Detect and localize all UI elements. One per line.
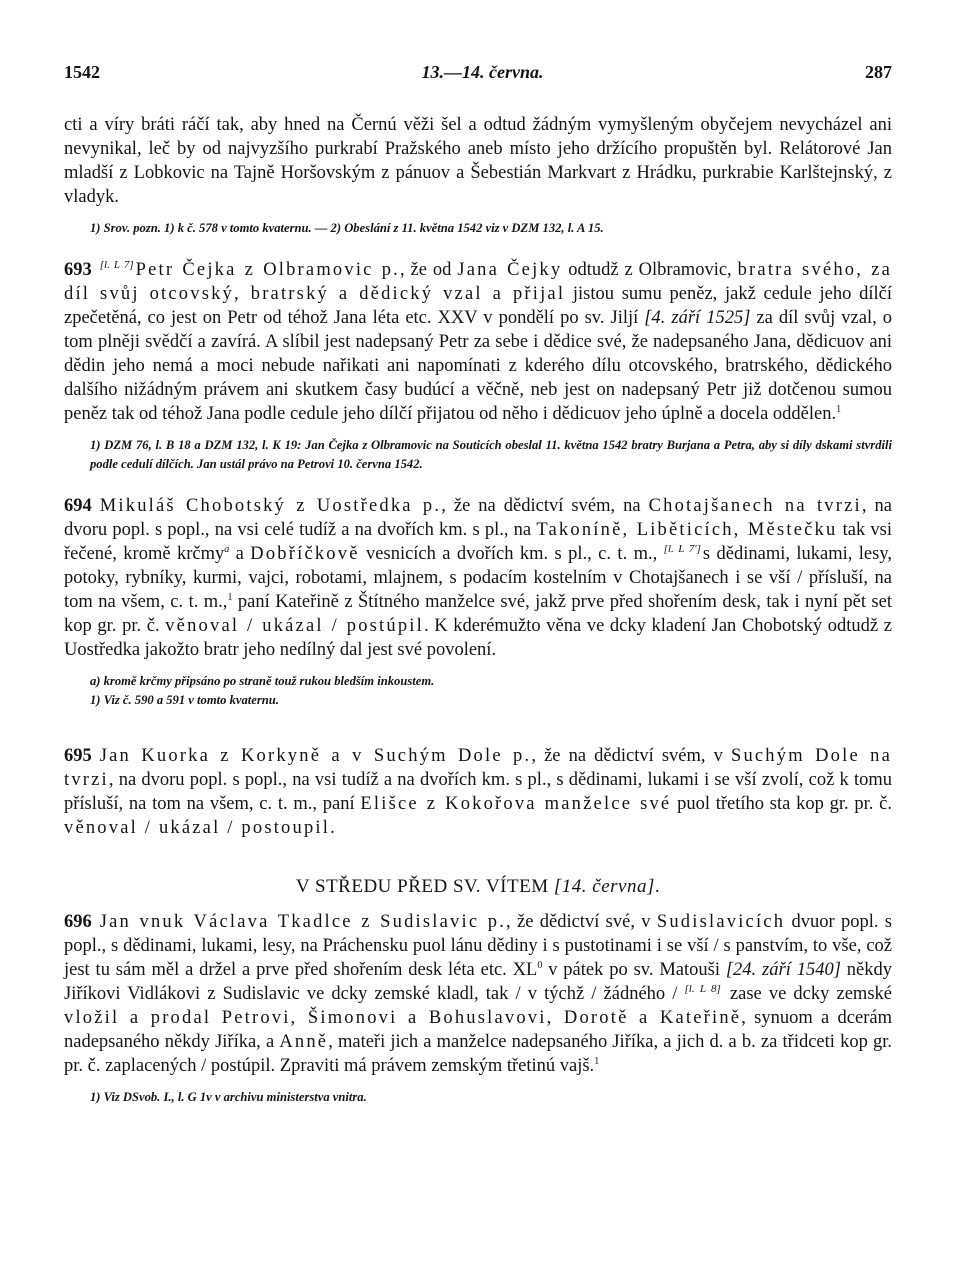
date-note: [4. září 1525] <box>644 308 751 328</box>
footnote-mark: 1 <box>594 1055 600 1067</box>
header-year: 1542 <box>64 62 100 82</box>
folio-marker: [l. L 8] <box>684 982 721 995</box>
section-heading: V STŘEDU PŘED SV. VÍTEM [14. června]. <box>295 876 661 897</box>
footnote-696: 1) Viz DSvob. I., l. G 1v v archivu ministerstva vnitra. <box>90 1090 367 1104</box>
page-header <box>64 62 892 83</box>
page-number: 287 <box>864 62 892 82</box>
entry-number: 695 <box>64 746 92 766</box>
folio-marker: [l. L 7'] <box>663 542 701 555</box>
entry-party: Petr Čejka z Olbramovic p. <box>135 260 400 280</box>
entry-694: 694 Mikuláš Chobotský z Uostředka p., že na dědictví svém, na Chotajšanech na tvrzi, na dvoru popl. s popl., na vsi celé tudíž a na dvořích km. s pl., na Takoníně, Liběticích, Městečku tak vsi řečené, kromě krčmy$^a$ a Dobříčkově vesnicích a dvořích km. s pl., c. t. m., [l. L 7'] s dědinami, lukami, lesy, potoky, rybníky, kurmi, vajci, robotami, mlajnem, s podacím kostelním v Chotajšanech i se vší / přísluší, na tom na všem, c. t. m.,$^1$ paní Kateřině z Štítného manželce své, jakž prve před shořením desk, tak i nyní pět set kop gr. pr. č. věnoval / ukázal / postúpil. K kderémužto věna ve dcky kladení Jan Chobotský odtudž z Uostředka jakožto bratr jeho nedílný dal jest své povolení. <box>64 496 893 660</box>
footnote-mark: 1 <box>836 403 842 415</box>
entry-number: 694 <box>64 496 92 516</box>
footnote-mark: a <box>224 543 230 555</box>
date-note: [24. září 1540] <box>725 960 841 980</box>
footnote-694-a: a) kromě krčmy připsáno po straně touž rukou bledším inkoustem. <box>90 674 435 688</box>
folio-marker: [l. L 7] <box>99 258 134 271</box>
entry-693: 693 [l. L 7] Petr Čejka z Olbramovic p., že od Jana Čejky odtudž z Olbramovic, bratra svého, za díl svůj otcovský, bratrský a dědický vzal a přijal jistou sumu peněz, jakž cedule jeho dílčí zpečetěná, co jest on Petr od téhož Jana léta etc. XXV v pondělí po sv. Jiljí [4. září 1525] za díl svůj vzal, o tom plněji svědčí a zavírá. A slíbil jest nadepsaný Petr za sebe i dědice své, že nadepsaného Jana, dědicuov ani dědin jeho nemá a moci nebude nařikati ani napomínati z kderého dílu otcovského, bratrského, dědického dalšího nižádným právem ani skutkem časy budúcí a věčně, neb jest on nadepsaný Petr již dotčenou sumou peněz tak od téhož Jana podle cedule jeho dílčí přijatou od něho i dědicuov jeho úplně a docela oddělen.$^1$ <box>64 258 892 424</box>
footnote-mark: 1 <box>227 591 233 603</box>
entry-number: 696 <box>64 912 92 932</box>
paragraph-continued: cti a víry bráti ráčí tak, aby hned na Černú věži šel a odtud žádným vymyšleným obyčejem nevycházel ani nevynikal, leč by od najvyzšího purkrabí Pražského aneb místo jeho držícího propuštěn byl. Relátorové Jan mladší z Lobkovic na Tajně Horšovským z pánuov a Šebestián Markvart z Hrádku, purkrabie Karlštejnský, z vladyk. <box>64 115 892 207</box>
entry-number: 693 <box>64 260 92 280</box>
footnote-694-1: 1) Viz č. 590 a 591 v tomto kvaternu. <box>90 693 279 707</box>
header-date: 13.—14. června. <box>421 62 544 82</box>
entry-695: 695 Jan Kuorka z Korkyně a v Suchým Dole p., že na dědictví svém, v Suchým Dole na tvrzi, na dvoru popl. s popl., na vsi tudíž a na dvořích km. s pl., s dědinami, lukami i se vší zvolí, což k tomu přísluší, na tom na všem, c. t. m., paní Elišce z Kokořova manželce své puol třetího sta kop gr. pr. č. věnoval / ukázal / postoupil. <box>64 746 893 838</box>
footnotes-continued: 1) Srov. pozn. 1) k č. 578 v tomto kvaternu. — 2) Obeslání z 11. května 1542 viz v DZM 132, l. A 15. <box>90 221 604 235</box>
entry-696: 696 Jan vnuk Václava Tkadlce z Sudislavic p., že dědictví své, v Sudislavicích dvuor popl. s popl., s dědinami, lukami, lesy, na Práchensku puol lánu dědiny i s pustotinami i se vší / s panstvím, to vše, což jest tu sám měl a držel a prve před shořením desk léta etc. $XL^0$ v pátek po sv. Matouši [24. září 1540] někdy Jiříkovi Vidlákovi z Sudislavic ve dcky zemské kladl, tak / v týchž / žádného / [l. L 8] zase ve dcky zemské vložil a prodal Petrovi, Šimonovi a Bohuslavovi, Dorotě a Kateřině, synuom a dcerám nadepsaného někdy Jiříka, a Anně, mateři jich a manželce nadepsaného Jiříka, a jich d. a b. za třidceti kop gr. pr. č. zaplacených / postúpil. Zpraviti má právem zemským třetinú vajš.$^1$ <box>64 912 893 1076</box>
footnote-693: 1) DZM 76, l. B 18 a DZM 132, l. K 19: Jan Čejka z Olbramovic na Souticích obeslal 11. května 1542 bratry Burjana a Petra, aby si díly dskami stvrdili podle cedulí dílčích. Jan ustál právo na Petrovi 10. června 1542. <box>90 438 892 471</box>
